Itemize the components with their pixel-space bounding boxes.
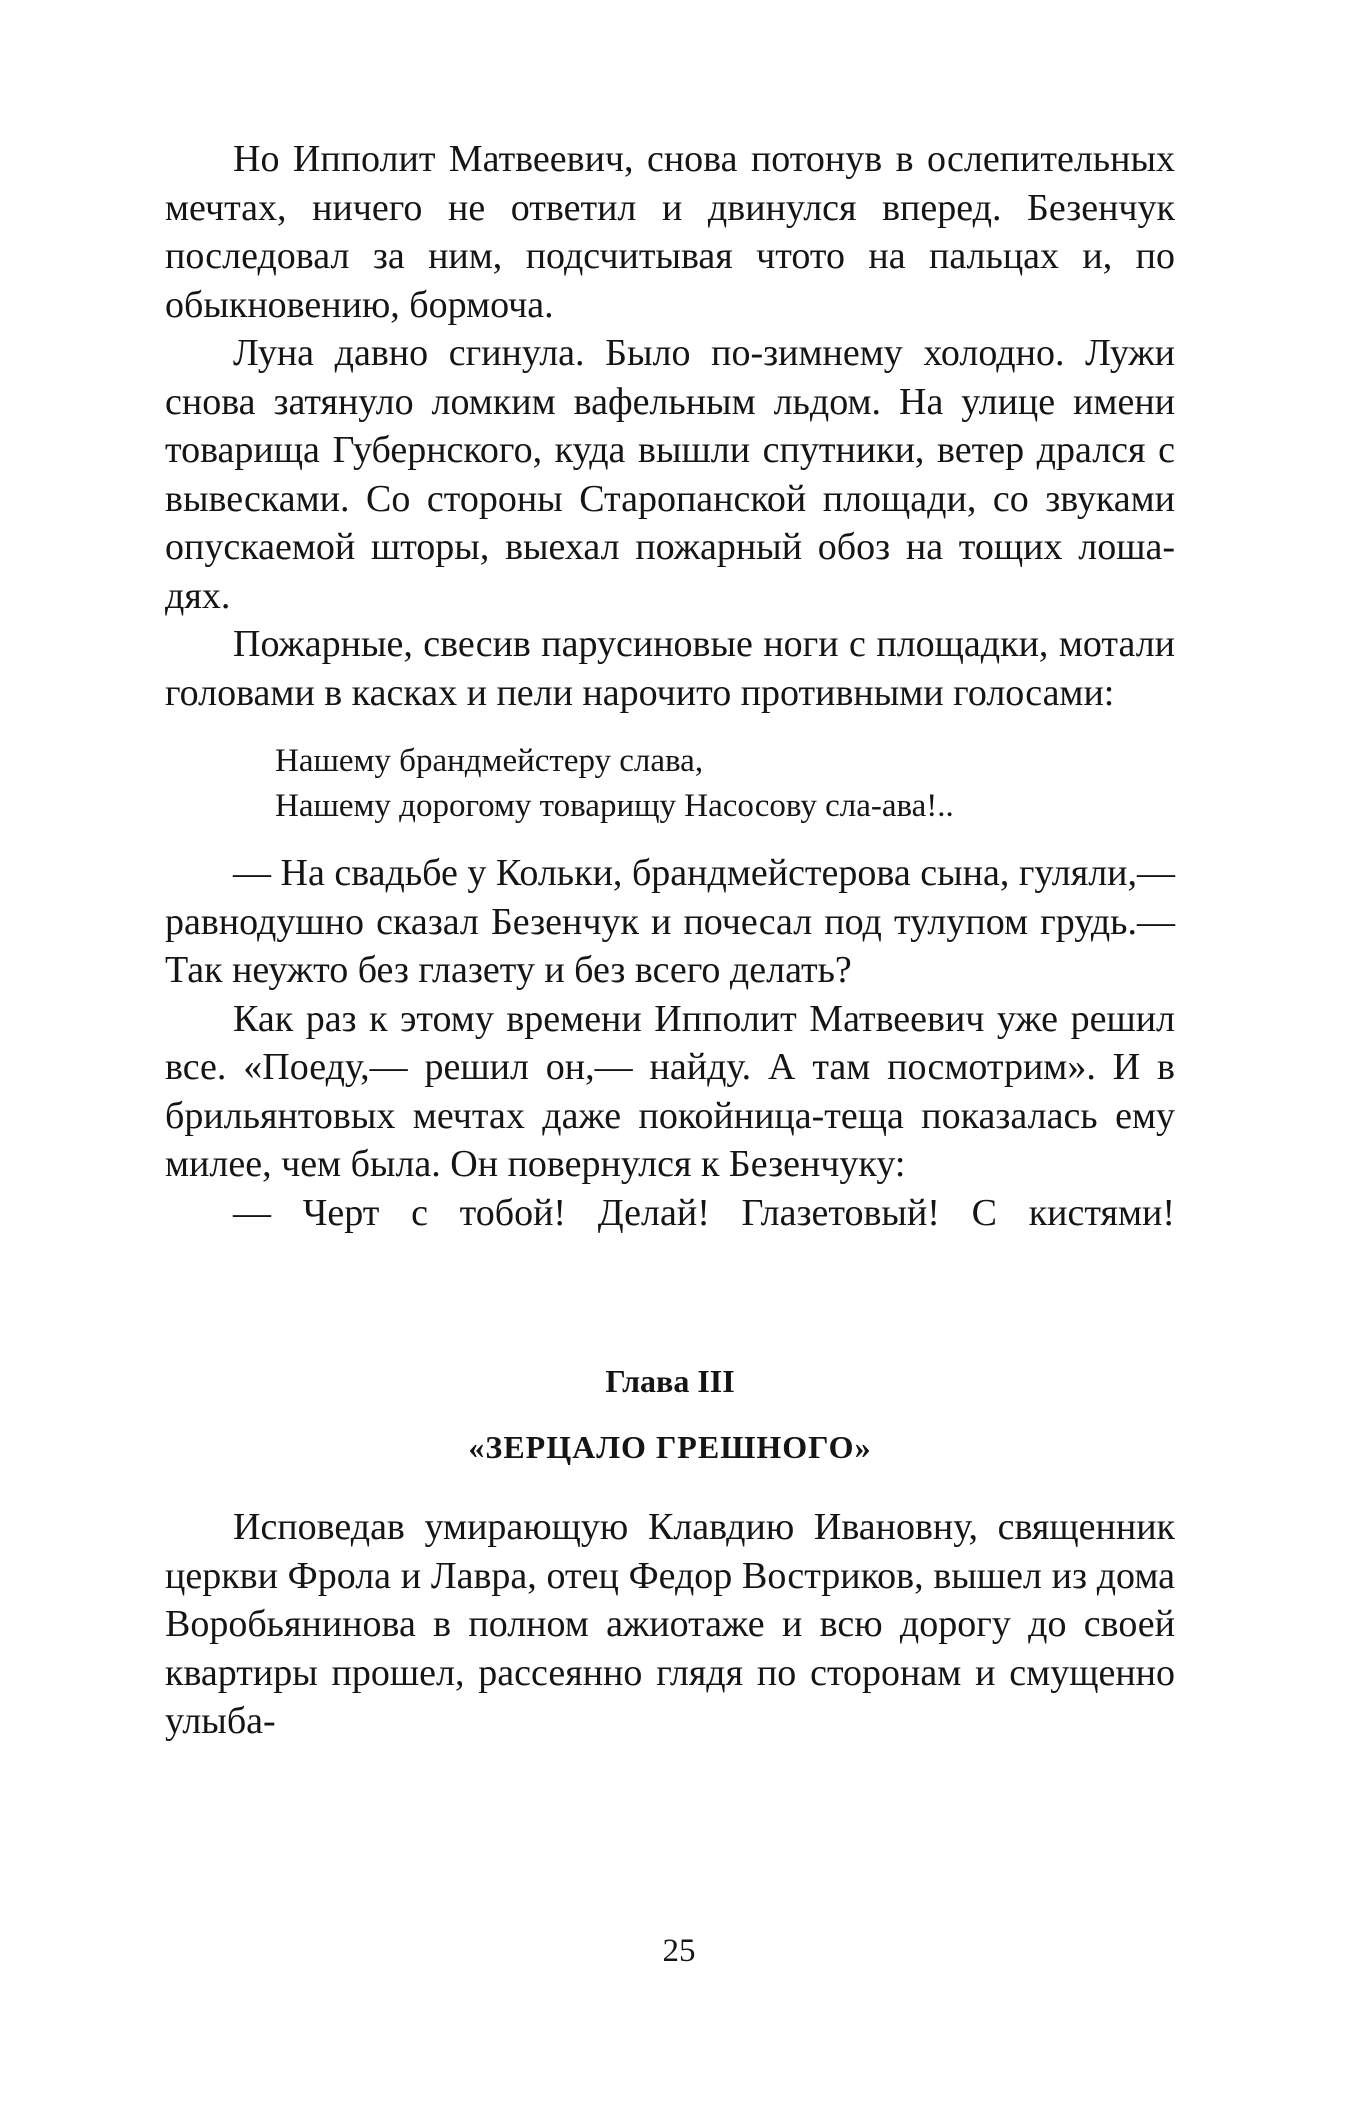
verse-line-2: Нашему дорогому товарищу Насосову сла-ава!.. xyxy=(275,788,954,824)
paragraph-5: Как раз к этому времени Ипполит Матвеевич уже решил все. «Поеду,— решил он,— найду. А там посмотрим». И в брильянтовых мечтах даже покойница-теща показалась ему милее, чем была. Он повернулся к Безенчуку: xyxy=(165,997,1175,1185)
chapter-title: «ЗЕРЦАЛО ГРЕШНОГО» xyxy=(468,1429,872,1465)
paragraph-1: Но Ипполит Матвеевич, снова потонув в ослепительных мечтах, ничего не ответил и двинулся вперед. Безенчук последовал за ним, подсчитывая чтото на пальцах и, по обыкновению, бормоча. xyxy=(165,138,1175,326)
page-number: 25 xyxy=(662,1933,696,1969)
paragraph-3: Пожарные, свесив парусиновые ноги с площадки, мотали головами в касках и пели нарочито противными голосами: xyxy=(165,623,1175,714)
paragraph-2: Луна давно сгинула. Было по-зимнему холодно. Лужи снова затянуло ломким вафельным льдом. На улице имени товарища Губернского, куда вышли спутники, ветер дрался с вывесками. Со стороны Старопанской площади, со звуками опускаемой шторы, выехал пожарный обоз на тощих лошадях. xyxy=(165,332,1175,617)
paragraph-6: — Черт с тобой! Делай! Глазетовый! С кистями! xyxy=(233,1191,1175,1234)
chapter-number: Глава III xyxy=(605,1363,735,1399)
page-content xyxy=(165,135,1175,1746)
paragraph-4: — На свадьбе у Кольки, брандмейстерова сына, гуляли,— равнодушно сказал Безенчук и почесал под тулупом грудь.— Так неужто без глазету и без всего делать? xyxy=(165,852,1175,991)
song-verse xyxy=(275,739,1175,829)
chapter-heading xyxy=(165,1359,1175,1469)
verse-line-1: Нашему брандмейстеру слава, xyxy=(275,743,704,779)
paragraph-7: Исповедав умирающую Клавдию Ивановну, священник церкви Фрола и Лавра, отец Федор Востриков, вышел из дома Воробьянинова в полном ажиотаже и всю дорогу до своей квартиры прошел, рассеянно глядя по сторонам и смущенно улыба- xyxy=(165,1506,1175,1742)
